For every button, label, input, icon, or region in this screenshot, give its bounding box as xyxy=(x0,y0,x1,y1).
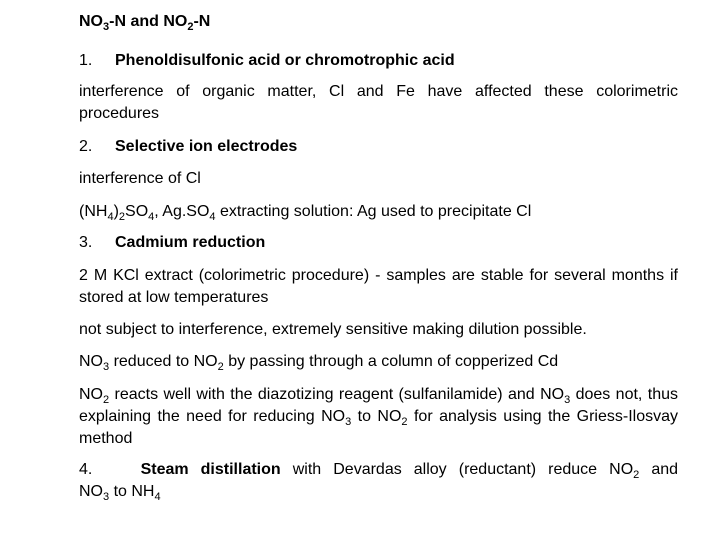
document-title: $NO_3-N$ and $NO_2-N$ xyxy=(79,13,211,33)
paragraph-6: $NO_3$ reduced to $NO_2$ by passing through a column of copperized Cd xyxy=(79,353,559,373)
paragraph-2: interference of Cl xyxy=(79,170,201,187)
paragraph-7: $NO_2$ reacts well with the diazotizing reagent (sulfanilamide) and $NO_3$ does not, thus explaining the need for reducing $NO_3$ to $NO_2$ for analysis using the Griess-Ilosvay method xyxy=(79,386,679,447)
paragraph-5: not subject to interference, extremely sensitive making dilution possible. xyxy=(79,321,587,338)
section-heading-3: 3. Cadmium reduction xyxy=(79,234,266,251)
section-heading-2: 2. Selective ion electrodes xyxy=(79,138,298,155)
paragraph-4: 2 M KCl extract (colorimetric procedure) - samples are stable for several months if stored at low temperatures xyxy=(79,267,678,306)
section-number-4: 4. xyxy=(79,461,93,478)
section-heading-1: 1. Phenoldisulfonic acid or chromotrophic acid xyxy=(79,52,455,69)
section-heading-4: Steam distillation xyxy=(140,461,281,478)
paragraph-8-line-1: 4. Steam distillation with Devardas alloy (reductant) reduce $NO_2$ and xyxy=(79,461,679,481)
paragraph-8-line-2: $NO_3$ to $NH_4$ xyxy=(79,483,161,503)
paragraph-1: interference of organic matter, Cl and Fe have affected these colorimetric procedures xyxy=(79,83,678,122)
paragraph-3: $(NH_4)_2SO_4$, $Ag.SO_4$ extracting solution: Ag used to precipitate Cl xyxy=(79,203,532,223)
